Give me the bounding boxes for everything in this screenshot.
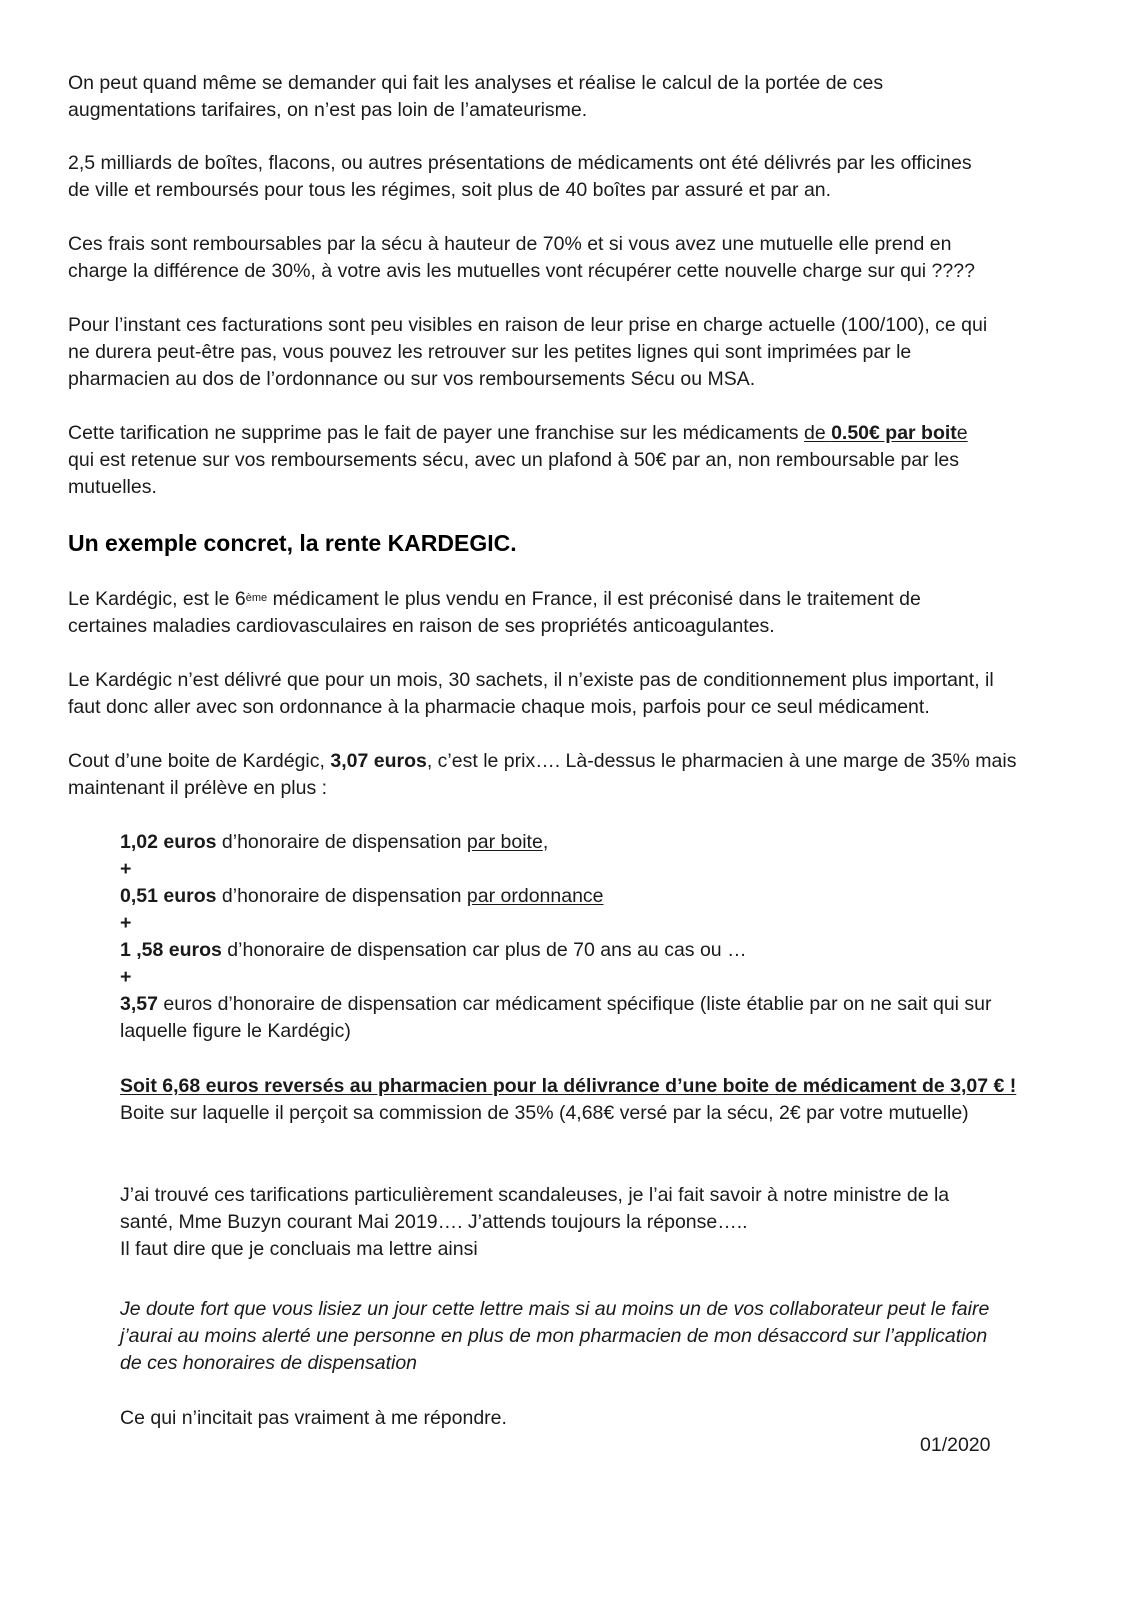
italic-text: de ces honoraires de dispensation — [120, 1352, 418, 1374]
paragraph-line: 2,5 milliards de boîtes, flacons, ou autres présentations de médicaments ont été délivrés par les officines — [68, 152, 972, 174]
bold-text: 1 ,58 euros — [120, 939, 222, 961]
text: médicament le plus vendu en France, il est préconisé dans le traitement de — [267, 588, 921, 610]
text: e — [956, 422, 968, 444]
bold-text: Soit 6,68 euros reversés au pharmacien pour la délivrance d’une boite de médicament de 3,07 € ! — [120, 1075, 1017, 1097]
list-item-continuation: laquelle figure le Kardégic) — [120, 1020, 351, 1042]
paragraph-line — [68, 748, 1016, 775]
text: Cette tarification ne supprime pas le fait de payer une franchise sur les médicaments — [68, 422, 804, 444]
summary-line — [120, 1073, 1016, 1100]
paragraph-line: mutuelles. — [68, 476, 157, 498]
bold-text: 1,02 euros — [120, 831, 217, 853]
text: d’honoraire de dispensation — [216, 885, 467, 907]
text: Le Kardégic, est le 6 — [68, 588, 246, 610]
section-heading: Un exemple concret, la rente KARDEGIC. — [68, 530, 517, 556]
underlined-text: par boite — [466, 831, 543, 853]
paragraph-line: faut donc aller avec son ordonnance à la pharmacie chaque mois, parfois pour ce seul médicament. — [68, 696, 930, 718]
superscript: ème — [245, 592, 268, 604]
plus-sign: + — [120, 966, 132, 988]
paragraph-line: J’ai trouvé ces tarifications particulièrement scandaleuses, je l’ai fait savoir à notre ministre de la — [120, 1184, 950, 1206]
quote-line — [120, 1323, 987, 1350]
paragraph-line: Le Kardégic n’est délivré que pour un mois, 30 sachets, il n’existe pas de conditionnement plus important, il — [68, 669, 994, 691]
paragraph-line: augmentations tarifaires, on n’est pas loin de l’amateurisme. — [68, 99, 588, 121]
paragraph-line: qui est retenue sur vos remboursements sécu, avec un plafond à 50€ par an, non remboursable par les — [68, 449, 960, 471]
list-item — [120, 883, 604, 910]
paragraph-line: Ces frais sont remboursables par la sécu à hauteur de 70% et si vous avez une mutuelle elle prend en — [68, 233, 952, 255]
text: de — [803, 422, 832, 444]
paragraph-line: ne durera peut-être pas, vous pouvez les retrouver sur les petites lignes qui sont imprimées par le — [68, 341, 912, 363]
bold-text: 3,57 — [120, 993, 158, 1015]
text: d’honoraire de dispensation car plus de 70 ans au cas ou … — [221, 939, 747, 961]
bold-text: 0.50€ par boit — [831, 422, 957, 444]
quote-line — [120, 1296, 989, 1323]
underlined-text — [120, 1075, 1016, 1097]
italic-text: j’aurai au moins alerté une personne en plus de mon pharmacien de mon désaccord sur l’application — [120, 1325, 988, 1347]
text: Cout d’une boite de Kardégic, — [68, 750, 331, 772]
text: , c’est le prix…. Là-dessus le pharmacien à une marge de 35% mais — [426, 750, 1017, 772]
paragraph-line: de ville et remboursés pour tous les régimes, soit plus de 40 boîtes par assuré et par an. — [68, 179, 832, 201]
paragraph-line: santé, Mme Buzyn courant Mai 2019…. J’attends toujours la réponse….. — [120, 1211, 748, 1233]
bold-text: 3,07 euros — [330, 750, 427, 772]
text: , — [542, 831, 549, 853]
text: d’honoraire de dispensation — [216, 831, 467, 853]
plus-sign: + — [120, 858, 132, 880]
paragraph-line: maintenant il prélève en plus : — [68, 777, 328, 799]
paragraph-line — [68, 420, 968, 447]
paragraph-line: certaines maladies cardiovasculaires en raison de ses propriétés anticoagulantes. — [68, 615, 775, 637]
paragraph-line: Pour l’instant ces facturations sont peu visibles en raison de leur prise en charge actuelle (100/100), ce qui — [68, 314, 988, 336]
document-date: 01/2020 — [920, 1434, 991, 1456]
bold-text: 0,51 euros — [120, 885, 217, 907]
paragraph-line: charge la différence de 30%, à votre avis les mutuelles vont récupérer cette nouvelle charge sur qui ???? — [68, 260, 975, 282]
underlined-text — [804, 422, 968, 444]
underlined-text: par ordonnance — [466, 885, 604, 907]
plus-sign: + — [120, 912, 132, 934]
closing-line: Ce qui n’incitait pas vraiment à me répondre. — [120, 1407, 507, 1429]
paragraph-line: On peut quand même se demander qui fait les analyses et réalise le calcul de la portée de ces — [68, 72, 884, 94]
italic-text: Je doute fort que vous lisiez un jour cette lettre mais si au moins un de vos collaborateur peut le faire — [120, 1298, 990, 1320]
list-item — [120, 829, 548, 856]
list-item — [120, 937, 747, 964]
text: euros d’honoraire de dispensation car médicament spécifique (liste établie par on ne sait qui sur — [157, 993, 992, 1015]
paragraph-line — [68, 586, 921, 613]
summary-line: Boite sur laquelle il perçoit sa commission de 35% (4,68€ versé par la sécu, 2€ par votre mutuelle) — [120, 1102, 969, 1124]
list-item — [120, 991, 992, 1018]
paragraph-line: pharmacien au dos de l’ordonnance ou sur vos remboursements Sécu ou MSA. — [68, 368, 756, 390]
paragraph-line: Il faut dire que je concluais ma lettre ainsi — [120, 1238, 478, 1260]
quote-line — [120, 1350, 417, 1377]
